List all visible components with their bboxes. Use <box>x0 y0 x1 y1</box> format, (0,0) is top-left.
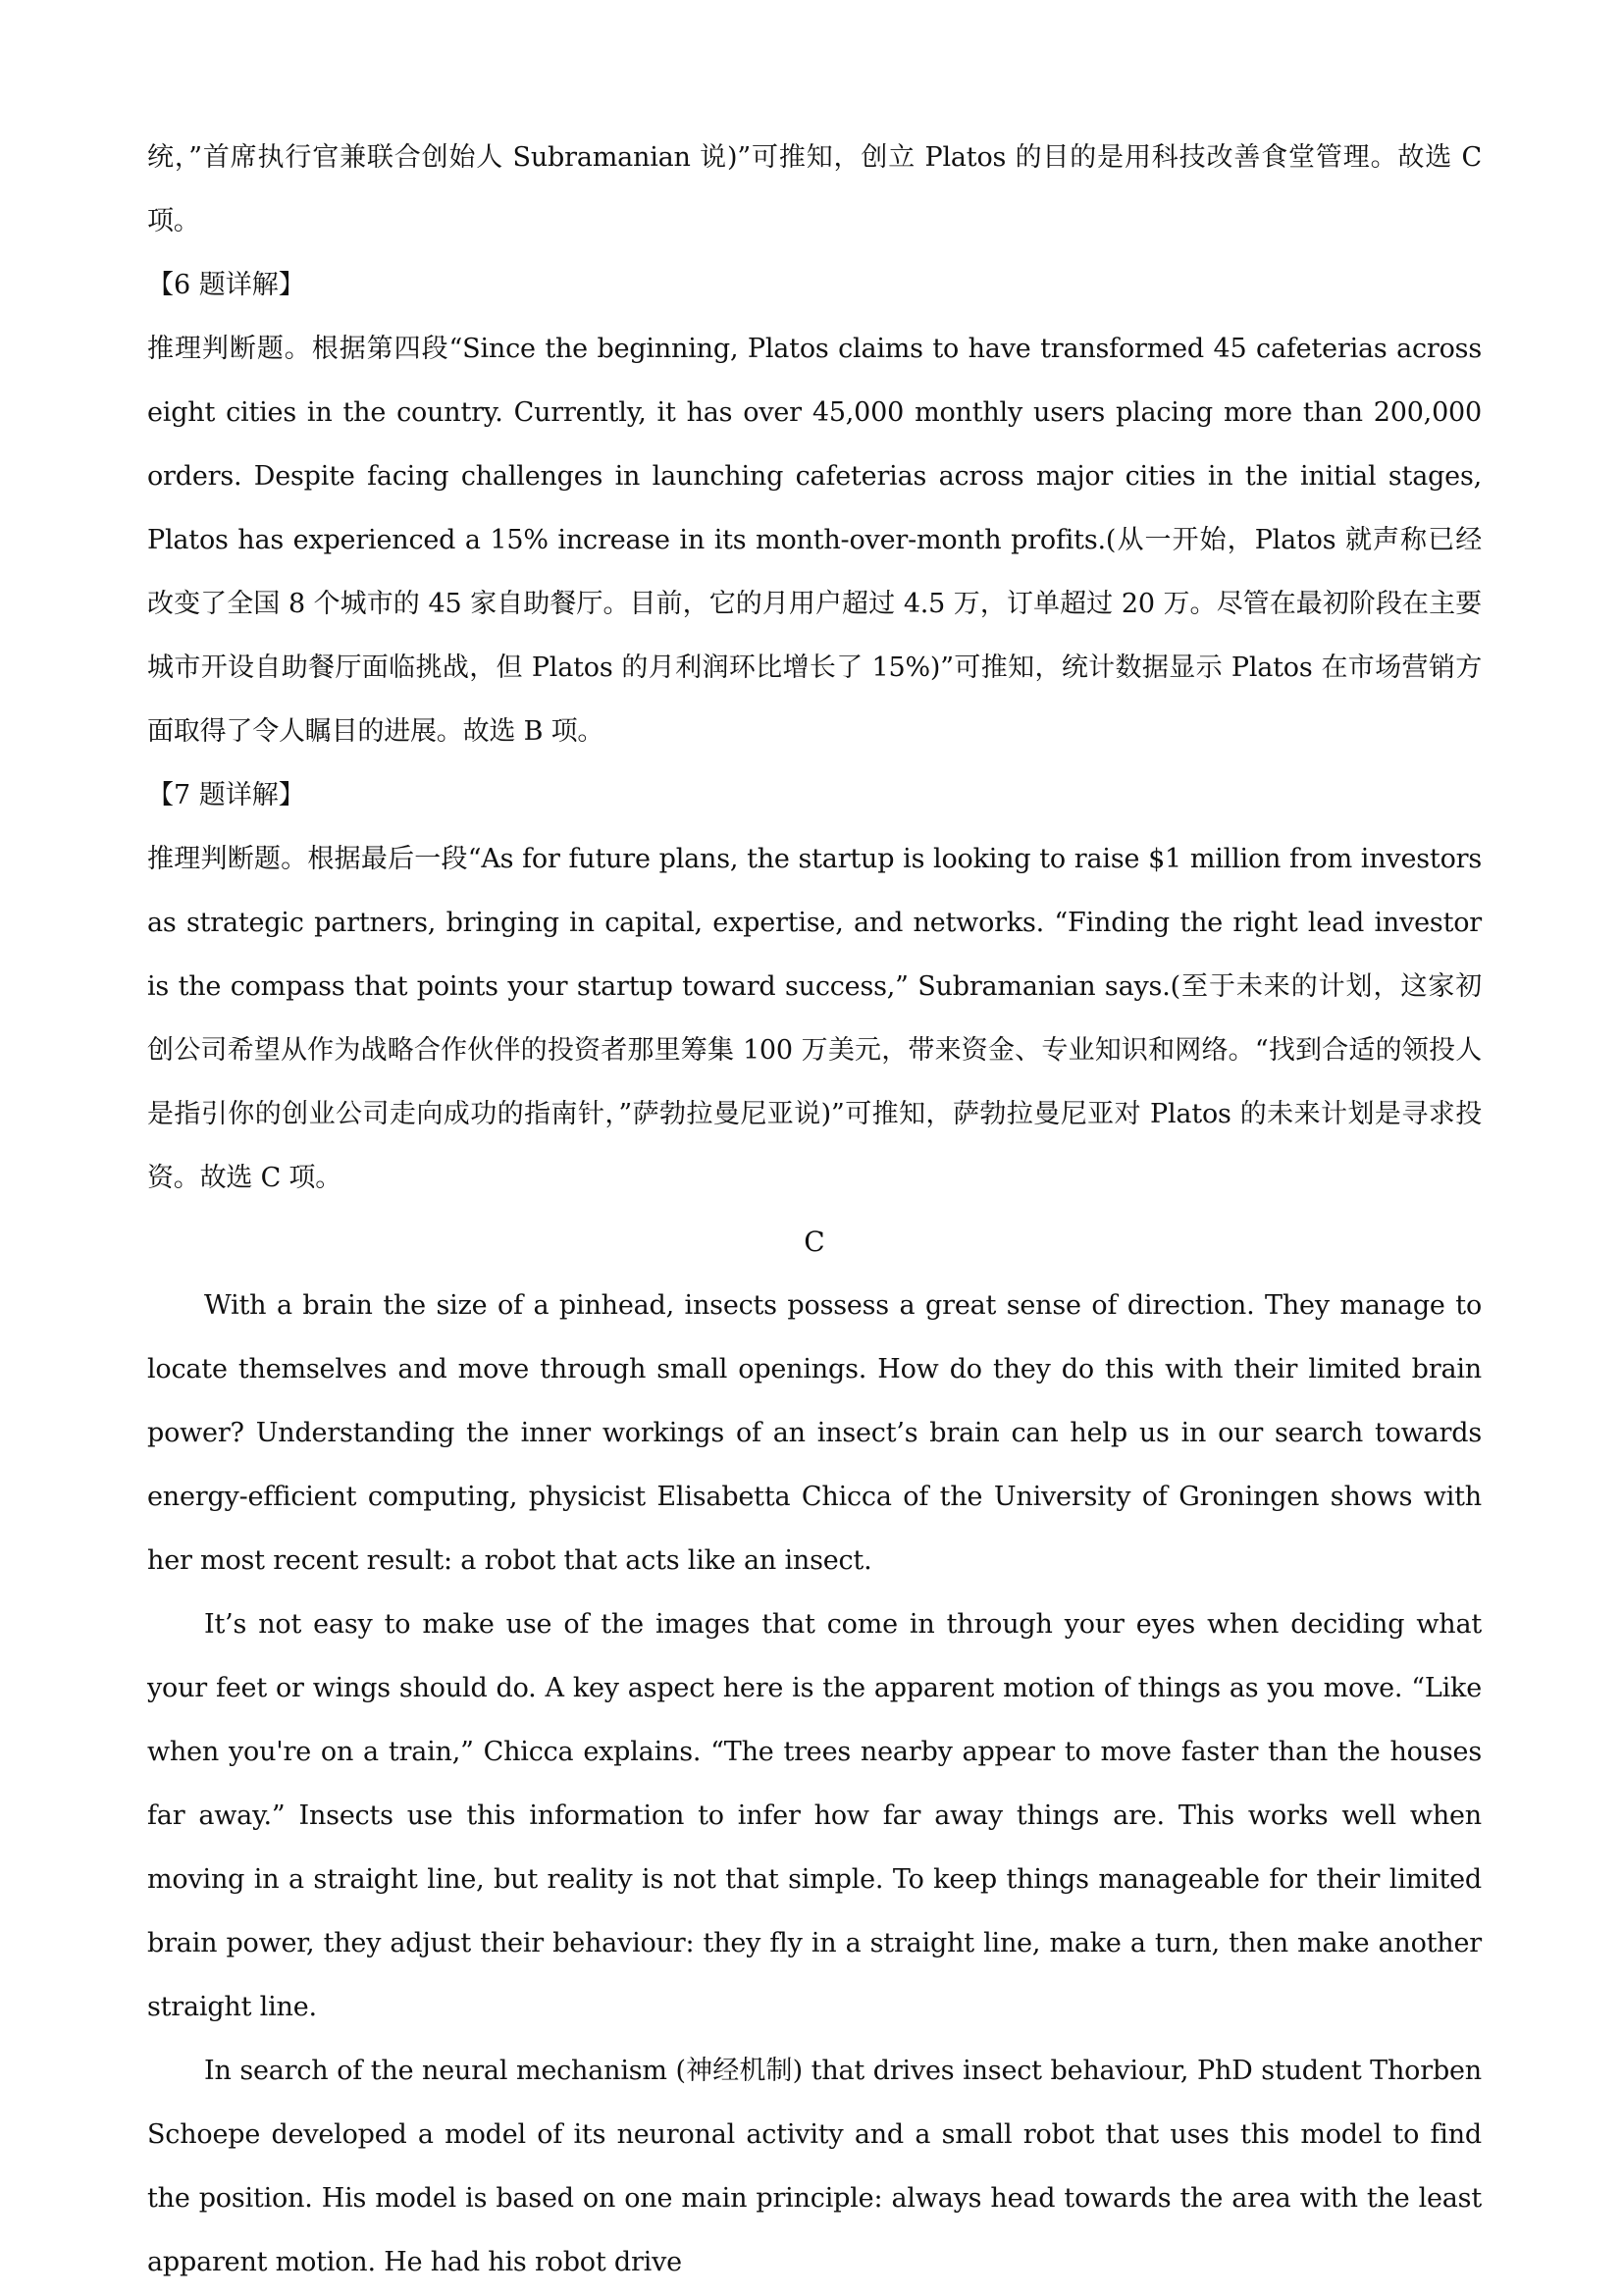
q6-explanation: 推理判断题。根据第四段“Since the beginning, Platos claims to have transformed 45 cafeterias across eight cities in the country. Currently, it has over 45,000 monthly users placing more than 200,000 orders. Despite facing challenges in launching cafeterias across major cities in the initial stages, Platos has experienced a 15% increase in its month-over-month profits.(从一开始，Platos 就声称已经改变了全国 8 个城市的 45 家自助餐厅。目前，它的月用户超过 4.5 万，订单超过 20 万。尽管在最初阶段在主要城市开设自助餐厅面临挑战，但 Platos 的月利润环比增长了 15%)”可推知，统计数据显示 Platos 在市场营销方面取得了令人瞩目的进展。故选 B 项。 <box>147 334 1483 747</box>
passage-c-paragraph-2: It’s not easy to make use of the images that come in through your eyes when deciding what your feet or wings should do. A key aspect here is the apparent motion of things as you move. “Like when you're on a train,” Chicca explains. “The trees nearby appear to move faster than the houses far away.” Insects use this information to infer how far away things are. This works well when moving in a straight line, but reality is not that simple. To keep things manageable for their limited brain power, they adjust their behaviour: they fly in a straight line, make a turn, then make another straight line. <box>147 1609 1482 2022</box>
passage-c-paragraph-1: With a brain the size of a pinhead, insects possess a great sense of direction. They manage to locate themselves and move through small openings. How do they do this with their limited brain power? Understanding the inner workings of an insect’s brain can help us in our search towards energy-efficient computing, physicist Elisabetta Chicca of the University of Groningen shows with her most recent result: a robot that acts like an insect. <box>147 1290 1482 1576</box>
q7-heading: 【7 题详解】 <box>147 780 305 810</box>
section-c-heading: C <box>804 1226 825 1258</box>
passage-c-paragraph-3: In search of the neural mechanism (神经机制) that drives insect behaviour, PhD student Thorben Schoepe developed a model of its neuronal activity and a small robot that uses this model to find the position. His model is based on one main principle: always head towards the area with the least apparent motion. He had his robot drive <box>147 2056 1482 2277</box>
answer-5-conclusion: 统，”首席执行官兼联合创始人 Subramanian 说)”可推知，创立 Platos 的目的是用科技改善食堂管理。故选 C 项。 <box>147 142 1482 236</box>
document-page <box>147 126 1482 2294</box>
q7-explanation: 推理判断题。根据最后一段“As for future plans, the startup is looking to raise $1 million from investors as strategic partners, bringing in capital, expertise, and networks. “Finding the right lead investor is the compass that points your startup toward success,” Subramanian says.(至于未来的计划，这家初创公司希望从作为战略合作伙伴的投资者那里筹集 100 万美元，带来资金、专业知识和网络。“找到合适的领投人是指引你的创业公司走向成功的指南针，”萨勃拉曼尼亚说)”可推知，萨勃拉曼尼亚对 Platos 的未来计划是寻求投资。故选 C 项。 <box>147 844 1482 1193</box>
q6-heading: 【6 题详解】 <box>147 270 305 300</box>
